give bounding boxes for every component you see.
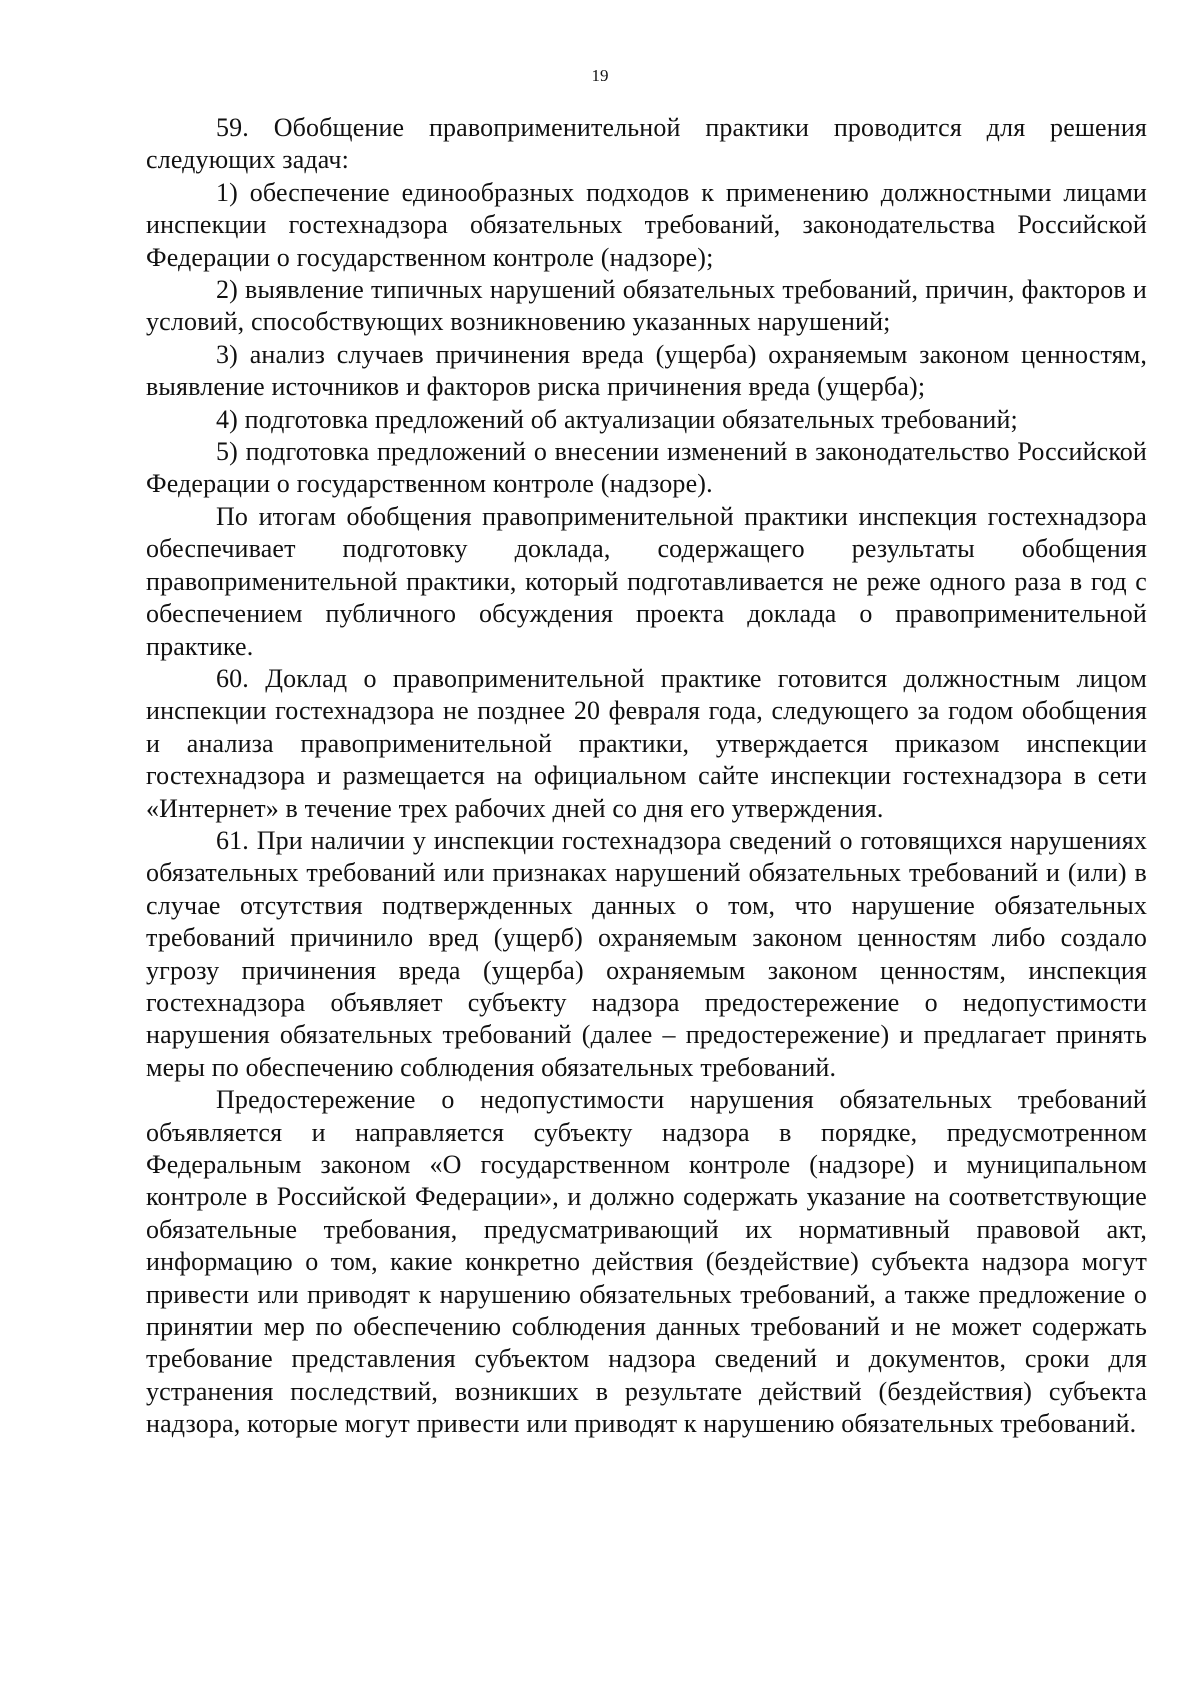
paragraph-warning-procedure: Предостережение о недопустимости нарушения обязательных требований объявляется и направляется субъекту надзора в порядке, предусмотренном Федеральным законом «О государственном контроле (надзоре) и муниципальном контроле в Российской Федерации», и должно содержать указание на соответствующие обязательные требования, предусматривающий их нормативный правовой акт, информацию о том, какие конкретно действия (бездействие) субъекта надзора могут привести или приводят к нарушению обязательных требований, а также предложение о принятии мер по обеспечению соблюдения данных требований и не может содержать требование представления субъектом надзора сведений и документов, сроки для устранения последствий, возникших в результате действий (бездействия) субъекта надзора, которые могут привести или приводят к нарушению обязательных требований. <box>146 1085 1147 1439</box>
list-item-4: 4) подготовка предложений об актуализации обязательных требований; <box>216 404 1018 434</box>
list-item-2: 2) выявление типичных нарушений обязательных требований, причин, факторов и условий, способствующих возникновению указанных нарушений; <box>146 275 1147 337</box>
paragraph-report-summary: По итогам обобщения правоприменительной практики инспекция гостехнадзора обеспечивает подготовку доклада, содержащего результаты обобщения правоприменительной практики, который подготавливается не реже одного раза в год с обеспечением публичного обсуждения проекта доклада о правоприменительной практике. <box>146 501 1147 661</box>
paragraph-60: 60. Доклад о правоприменительной практике готовится должностным лицом инспекции гостехнадзора не позднее 20 февраля года, следующего за годом обобщения и анализа правоприменительной практики, утверждается приказом инспекции гостехнадзора и размещается на официальном сайте инспекции гостехнадзора в сети «Интернет» в течение трех рабочих дней со дня его утверждения. <box>146 663 1147 823</box>
list-item-3: 3) анализ случаев причинения вреда (ущерба) охраняемым законом ценностям, выявление источников и факторов риска причинения вреда (ущерба); <box>146 339 1147 402</box>
paragraph-61: 61. При наличии у инспекции гостехнадзора сведений о готовящихся нарушениях обязательных требований или признаках нарушений обязательных требований и (или) в случае отсутствия подтвержденных данных о том, что нарушение обязательных требований причинило вред (ущерб) охраняемым законом ценностям либо создало угрозу причинения вреда (ущерба) охраняемым законом ценностям, инспекция гостехнадзора объявляет субъекту надзора предостережение о недопустимости нарушения обязательных требований (далее – предостережение) и предлагает принять меры по обеспечению соблюдения обязательных требований. <box>146 825 1147 1082</box>
list-item-5: 5) подготовка предложений о внесении изменений в законодательство Российской Федерации о государственном контроле (надзоре). <box>146 437 1147 499</box>
list-item-1: 1) обеспечение единообразных подходов к применению должностными лицами инспекции гостехнадзора обязательных требований, законодательства Российской Федерации о государственном контроле (надзоре); <box>146 177 1147 272</box>
page-number: 19 <box>591 66 609 85</box>
document-body <box>146 112 1147 1441</box>
paragraph-59-intro: 59. Обобщение правоприменительной практики проводится для решения следующих задач: <box>146 113 1147 175</box>
